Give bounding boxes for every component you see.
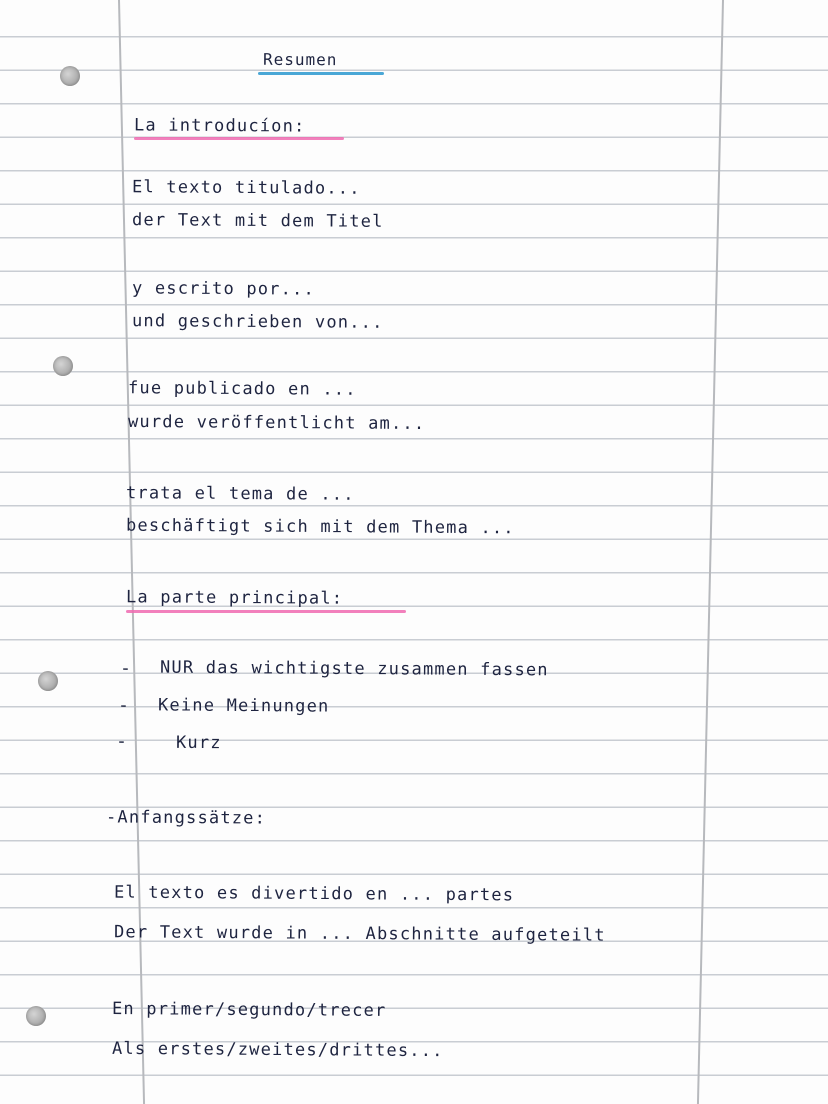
punch-hole-3 <box>38 671 58 691</box>
phrase-publicado-de: wurde veröffentlicht am... <box>127 411 426 435</box>
bullet-item: Keine Meinungen <box>157 695 330 717</box>
heading-introduccion-underline <box>134 137 344 140</box>
title-underline <box>258 72 384 75</box>
phrase-tema-es: trata el tema de ... <box>125 483 355 505</box>
bullet-item: Kurz <box>175 732 222 754</box>
phrase-titulado-de: der Text mit dem Titel <box>131 210 384 232</box>
heading-parte-principal-underline <box>126 610 406 613</box>
punch-hole-1 <box>60 66 80 86</box>
phrase-dividido-es: El texto es divertido en ... partes <box>113 882 515 906</box>
heading-introduccion: La introducíon: <box>133 115 306 137</box>
punch-hole-2 <box>53 356 73 376</box>
right-margin-line <box>697 0 724 1104</box>
phrase-escrito-es: y escrito por... <box>131 278 316 300</box>
phrase-titulado-es: El texto titulado... <box>131 177 361 199</box>
phrase-primer-de: Als erstes/zweites/drittes... <box>111 1038 444 1062</box>
heading-parte-principal: La parte principal: <box>125 587 344 609</box>
phrase-dividido-de: Der Text wurde in ... Abschnitte aufgeteilt <box>113 922 606 946</box>
phrase-escrito-de: und geschrieben von... <box>131 311 384 333</box>
phrase-publicado-es: fue publicado en ... <box>127 378 357 400</box>
bullet-item: NUR das wichtigste zusammen fassen <box>159 657 549 681</box>
punch-hole-4 <box>26 1006 46 1026</box>
phrase-primer-es: En primer/segundo/trecer <box>111 999 387 1021</box>
bullet-marker: - <box>115 730 129 753</box>
page-title: Resumen <box>262 49 338 70</box>
phrase-tema-de: beschäftigt sich mit dem Thema ... <box>125 515 515 539</box>
heading-anfangssaetze: -Anfangssätze: <box>105 807 267 829</box>
bullet-marker: - <box>119 657 133 680</box>
bullet-marker: - <box>117 694 131 717</box>
